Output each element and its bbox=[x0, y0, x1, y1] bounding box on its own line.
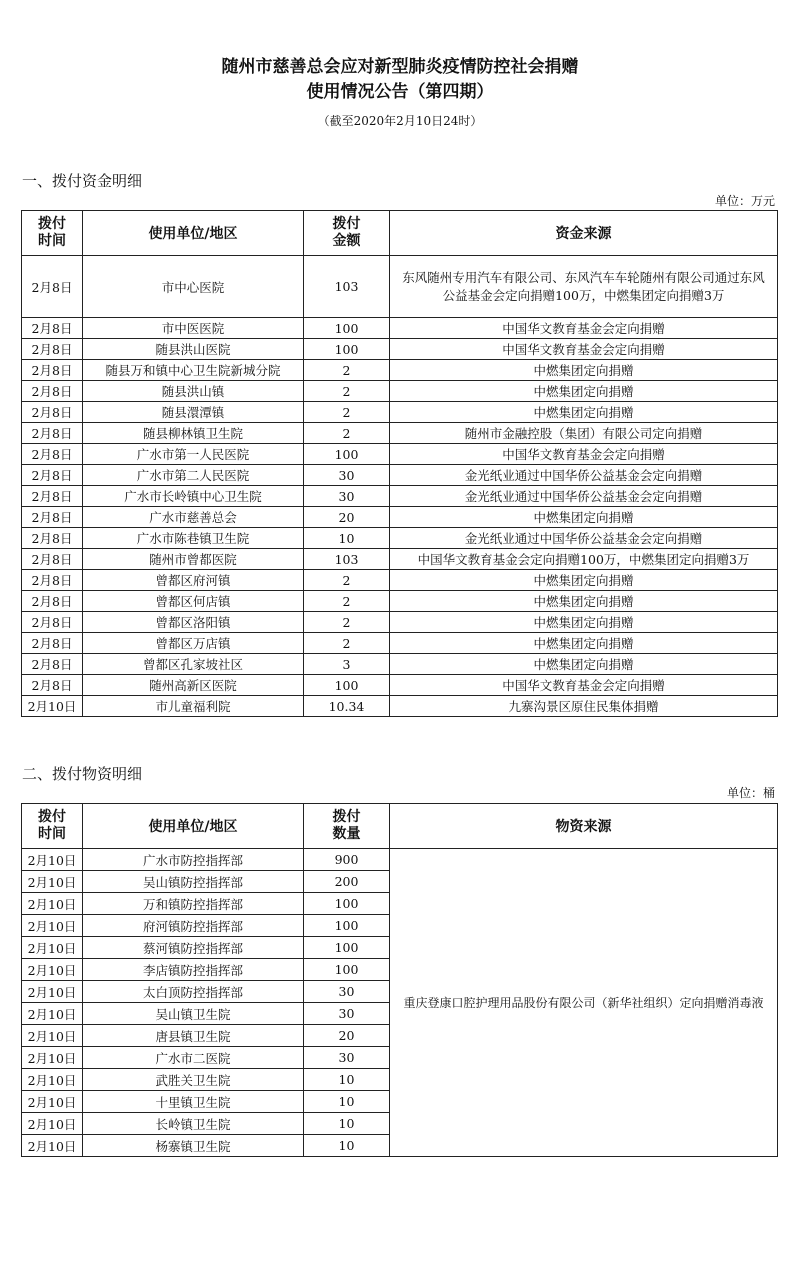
row-qty: 10 bbox=[304, 1113, 390, 1135]
funds-header-source: 资金来源 bbox=[390, 211, 778, 256]
row-qty: 10 bbox=[304, 1069, 390, 1091]
row-unit: 随县柳林镇卫生院 bbox=[83, 423, 304, 444]
row-source: 中燃集团定向捐赠 bbox=[390, 654, 778, 675]
row-amount: 2 bbox=[304, 591, 390, 612]
row-unit: 广水市第二人民医院 bbox=[83, 465, 304, 486]
table-row bbox=[22, 570, 778, 591]
materials-header-unit: 使用单位/地区 bbox=[83, 804, 304, 849]
row-unit: 十里镇卫生院 bbox=[83, 1091, 304, 1113]
funds-header-unit: 使用单位/地区 bbox=[83, 211, 304, 256]
row-qty: 100 bbox=[304, 937, 390, 959]
row-date: 2月8日 bbox=[22, 381, 83, 402]
row-date: 2月10日 bbox=[22, 1069, 83, 1091]
row-amount: 10.34 bbox=[304, 696, 390, 717]
row-unit: 随州高新区医院 bbox=[83, 675, 304, 696]
section2-unit: 单位：桶 bbox=[726, 786, 775, 800]
row-unit: 随州市曾都医院 bbox=[83, 549, 304, 570]
row-amount: 2 bbox=[304, 570, 390, 591]
table-row bbox=[22, 675, 778, 696]
row-source: 中燃集团定向捐赠 bbox=[390, 570, 778, 591]
row-source: 中国华文教育基金会定向捐赠 bbox=[390, 444, 778, 465]
row-unit: 吴山镇卫生院 bbox=[83, 1003, 304, 1025]
row-source: 中燃集团定向捐赠 bbox=[390, 507, 778, 528]
row-unit: 曾都区孔家坡社区 bbox=[83, 654, 304, 675]
table-row bbox=[22, 423, 778, 444]
table-row bbox=[22, 465, 778, 486]
table-row bbox=[22, 696, 778, 717]
row-unit: 李店镇防控指挥部 bbox=[83, 959, 304, 981]
row-amount: 100 bbox=[304, 318, 390, 339]
merged-source: 重庆登康口腔护理用品股份有限公司（新华社组织）定向捐赠消毒液 bbox=[390, 849, 778, 1157]
date-note: （截至2020年2月10日24时） bbox=[317, 114, 483, 128]
table-row bbox=[22, 507, 778, 528]
row-date: 2月10日 bbox=[22, 849, 83, 871]
row-source: 金光纸业通过中国华侨公益基金会定向捐赠 bbox=[390, 528, 778, 549]
row-date: 2月8日 bbox=[22, 402, 83, 423]
row-source: 中燃集团定向捐赠 bbox=[390, 360, 778, 381]
row-amount: 103 bbox=[304, 549, 390, 570]
row-source: 中燃集团定向捐赠 bbox=[390, 612, 778, 633]
row-source-line-2: 公益基金会定向捐赠100万，中燃集团定向捐赠3万 bbox=[442, 287, 725, 303]
row-unit: 万和镇防控指挥部 bbox=[83, 893, 304, 915]
row-date: 2月8日 bbox=[22, 486, 83, 507]
row-amount: 3 bbox=[304, 654, 390, 675]
row-unit: 随县洪山医院 bbox=[83, 339, 304, 360]
table-row bbox=[22, 318, 778, 339]
table-row bbox=[22, 381, 778, 402]
row-unit: 广水市陈巷镇卫生院 bbox=[83, 528, 304, 549]
row-amount: 100 bbox=[304, 444, 390, 465]
table-row bbox=[22, 549, 778, 570]
row-amount: 2 bbox=[304, 633, 390, 654]
row-source: 中国华文教育基金会定向捐赠 bbox=[390, 339, 778, 360]
row-unit: 广水市防控指挥部 bbox=[83, 849, 304, 871]
row-date: 2月8日 bbox=[22, 360, 83, 381]
row-source: 中国华文教育基金会定向捐赠 bbox=[390, 675, 778, 696]
row-unit: 长岭镇卫生院 bbox=[83, 1113, 304, 1135]
row-date: 2月8日 bbox=[22, 339, 83, 360]
row-date: 2月8日 bbox=[22, 318, 83, 339]
row-date: 2月8日 bbox=[22, 675, 83, 696]
row-date: 2月10日 bbox=[22, 915, 83, 937]
funds-table bbox=[21, 210, 778, 717]
funds-header-amount: 拨付 金额 bbox=[304, 211, 390, 256]
row-unit: 市中心医院 bbox=[83, 256, 304, 318]
row-qty: 100 bbox=[304, 893, 390, 915]
row-source: 中燃集团定向捐赠 bbox=[390, 633, 778, 654]
row-unit: 吴山镇防控指挥部 bbox=[83, 871, 304, 893]
row-date: 2月8日 bbox=[22, 256, 83, 318]
row-source: 金光纸业通过中国华侨公益基金会定向捐赠 bbox=[390, 486, 778, 507]
row-qty: 100 bbox=[304, 915, 390, 937]
row-unit: 武胜关卫生院 bbox=[83, 1069, 304, 1091]
row-unit: 太白顶防控指挥部 bbox=[83, 981, 304, 1003]
row-date: 2月10日 bbox=[22, 981, 83, 1003]
row-date: 2月10日 bbox=[22, 959, 83, 981]
row-amount: 2 bbox=[304, 402, 390, 423]
row-amount: 100 bbox=[304, 675, 390, 696]
table-row bbox=[22, 633, 778, 654]
section1-unit: 单位：万元 bbox=[714, 194, 775, 208]
row-amount: 103 bbox=[304, 256, 390, 318]
table-row bbox=[22, 528, 778, 549]
row-date: 2月10日 bbox=[22, 893, 83, 915]
row-qty: 100 bbox=[304, 959, 390, 981]
row-date: 2月10日 bbox=[22, 696, 83, 717]
row-source bbox=[390, 256, 778, 318]
row-source: 中国华文教育基金会定向捐赠 bbox=[390, 318, 778, 339]
table-row bbox=[22, 612, 778, 633]
title-line-1: 随州市慈善总会应对新型肺炎疫情防控社会捐赠 bbox=[221, 57, 579, 77]
materials-header-date: 拨付 时间 bbox=[22, 804, 83, 849]
row-qty: 30 bbox=[304, 981, 390, 1003]
row-source: 中燃集团定向捐赠 bbox=[390, 591, 778, 612]
row-qty: 20 bbox=[304, 1025, 390, 1047]
row-amount: 10 bbox=[304, 528, 390, 549]
row-date: 2月8日 bbox=[22, 633, 83, 654]
section1-heading: 一、拨付资金明细 bbox=[22, 172, 143, 190]
row-qty: 30 bbox=[304, 1003, 390, 1025]
title-line-2: 使用情况公告（第四期） bbox=[306, 82, 494, 102]
row-unit: 广水市二医院 bbox=[83, 1047, 304, 1069]
row-amount: 30 bbox=[304, 486, 390, 507]
row-date: 2月10日 bbox=[22, 871, 83, 893]
row-source: 九寨沟景区原住民集体捐赠 bbox=[390, 696, 778, 717]
row-date: 2月8日 bbox=[22, 444, 83, 465]
row-qty: 10 bbox=[304, 1091, 390, 1113]
section2-heading: 二、拨付物资明细 bbox=[22, 765, 143, 783]
row-source: 随州市金融控股（集团）有限公司定向捐赠 bbox=[390, 423, 778, 444]
row-amount: 20 bbox=[304, 507, 390, 528]
row-date: 2月8日 bbox=[22, 507, 83, 528]
table-row bbox=[22, 256, 778, 318]
row-amount: 30 bbox=[304, 465, 390, 486]
funds-table-body bbox=[22, 256, 778, 717]
row-source: 中燃集团定向捐赠 bbox=[390, 402, 778, 423]
row-qty: 10 bbox=[304, 1135, 390, 1157]
row-date: 2月8日 bbox=[22, 465, 83, 486]
table-row bbox=[22, 444, 778, 465]
table-row bbox=[22, 339, 778, 360]
row-date: 2月8日 bbox=[22, 423, 83, 444]
row-unit: 随县澴潭镇 bbox=[83, 402, 304, 423]
row-amount: 2 bbox=[304, 612, 390, 633]
row-unit: 随县洪山镇 bbox=[83, 381, 304, 402]
materials-table-body bbox=[22, 849, 778, 1157]
row-unit: 曾都区何店镇 bbox=[83, 591, 304, 612]
row-date: 2月10日 bbox=[22, 1091, 83, 1113]
table-row bbox=[22, 591, 778, 612]
row-date: 2月8日 bbox=[22, 612, 83, 633]
materials-header-source: 物资来源 bbox=[390, 804, 778, 849]
row-amount: 2 bbox=[304, 360, 390, 381]
document-title bbox=[0, 55, 800, 105]
row-date: 2月10日 bbox=[22, 1047, 83, 1069]
row-date: 2月10日 bbox=[22, 1003, 83, 1025]
row-date: 2月8日 bbox=[22, 528, 83, 549]
table-row bbox=[22, 654, 778, 675]
row-unit: 杨寨镇卫生院 bbox=[83, 1135, 304, 1157]
row-unit: 曾都区府河镇 bbox=[83, 570, 304, 591]
row-source-line-1: 东风随州专用汽车有限公司、东风汽车车轮随州有限公司通过东风 bbox=[402, 269, 765, 285]
row-amount: 2 bbox=[304, 381, 390, 402]
row-unit: 唐县镇卫生院 bbox=[83, 1025, 304, 1047]
row-date: 2月10日 bbox=[22, 1135, 83, 1157]
row-unit: 府河镇防控指挥部 bbox=[83, 915, 304, 937]
row-unit: 广水市第一人民医院 bbox=[83, 444, 304, 465]
row-unit: 市中医医院 bbox=[83, 318, 304, 339]
row-qty: 200 bbox=[304, 871, 390, 893]
row-date: 2月8日 bbox=[22, 570, 83, 591]
row-date: 2月8日 bbox=[22, 549, 83, 570]
row-date: 2月10日 bbox=[22, 1113, 83, 1135]
row-date: 2月10日 bbox=[22, 1025, 83, 1047]
row-unit: 随县万和镇中心卫生院新城分院 bbox=[83, 360, 304, 381]
row-unit: 市儿童福利院 bbox=[83, 696, 304, 717]
row-unit: 广水市长岭镇中心卫生院 bbox=[83, 486, 304, 507]
row-date: 2月10日 bbox=[22, 937, 83, 959]
row-amount: 2 bbox=[304, 423, 390, 444]
table-row bbox=[22, 360, 778, 381]
row-source: 中燃集团定向捐赠 bbox=[390, 381, 778, 402]
row-qty: 30 bbox=[304, 1047, 390, 1069]
row-unit: 广水市慈善总会 bbox=[83, 507, 304, 528]
row-date: 2月8日 bbox=[22, 591, 83, 612]
funds-header-date: 拨付 时间 bbox=[22, 211, 83, 256]
row-unit: 曾都区洛阳镇 bbox=[83, 612, 304, 633]
table-row bbox=[22, 402, 778, 423]
row-unit: 曾都区万店镇 bbox=[83, 633, 304, 654]
table-row bbox=[22, 849, 778, 871]
row-date: 2月8日 bbox=[22, 654, 83, 675]
table-row bbox=[22, 486, 778, 507]
row-qty: 900 bbox=[304, 849, 390, 871]
row-source: 金光纸业通过中国华侨公益基金会定向捐赠 bbox=[390, 465, 778, 486]
materials-table bbox=[21, 803, 778, 1157]
materials-header-qty: 拨付 数量 bbox=[304, 804, 390, 849]
row-amount: 100 bbox=[304, 339, 390, 360]
row-unit: 蔡河镇防控指挥部 bbox=[83, 937, 304, 959]
row-source: 中国华文教育基金会定向捐赠100万，中燃集团定向捐赠3万 bbox=[390, 549, 778, 570]
